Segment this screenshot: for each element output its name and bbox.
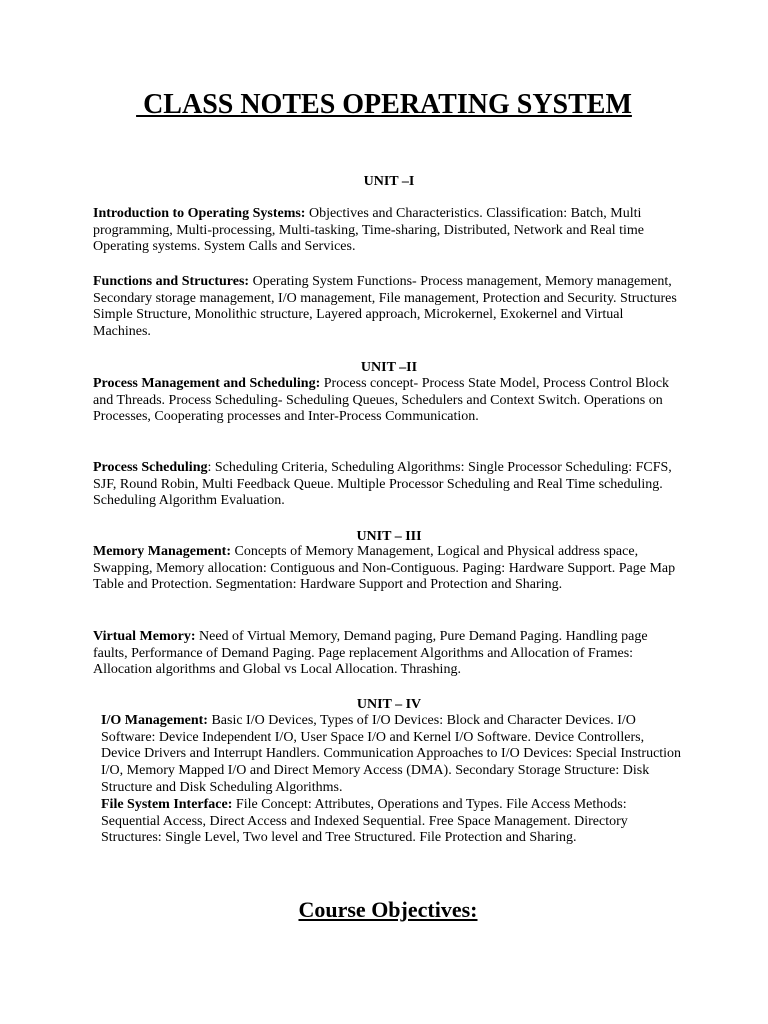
unit-2-heading: UNIT –II — [360, 360, 418, 375]
unit-1-section-2 — [93, 274, 683, 341]
section-label: Introduction to Operating Systems: — [93, 206, 306, 221]
unit-4-section-2 — [101, 797, 686, 847]
document-title: CLASS NOTES OPERATING SYSTEM — [136, 89, 632, 120]
unit-2-section-2 — [93, 460, 683, 510]
section-text: Basic I/O Devices, Types of I/O Devices: Block and Character Devices. I/O Software: Device Independent I/O, User Space I/O and Kernel I/O Software. Device Controllers, Device Drivers and Interrupt Handlers. Communication Approaches to I/O Devices: Special Instruction I/O, Memory Mapped I/O and Direct Memory Access (DMA). Secondary Storage Structure: Disk Structure and Disk Scheduling Algorithms. — [101, 713, 682, 795]
unit-1-section-1 — [93, 206, 683, 256]
section-label: File System Interface: — [101, 797, 233, 812]
section-text: Process concept- Process State Model, Process Control Block and Threads. Process Scheduling- Scheduling Queues, Schedulers and Context Switch. Operations on Processes, Cooperating processes and Inter-Process Communication. — [93, 376, 670, 425]
course-objectives-heading: Course Objectives: — [298, 897, 478, 922]
section-text: Operating System Functions- Process management, Memory management, Secondary storage management, I/O management, File management, Protection and Security. Structures Simple Structure, Monolithic structure, Layered approach, Microkernel, Exokernel and Virtual Machines. — [93, 274, 677, 340]
unit-4-heading: UNIT – IV — [356, 697, 422, 712]
section-label: Functions and Structures: — [93, 274, 250, 289]
unit-4-section-1 — [101, 713, 686, 797]
unit-3-heading: UNIT – III — [356, 529, 422, 544]
unit-1-heading: UNIT –I — [363, 174, 415, 189]
unit-3-section-1 — [93, 544, 683, 594]
section-text: : Scheduling Criteria, Scheduling Algorithms: Single Processor Scheduling: FCFS, SJF, Round Robin, Multi Feedback Queue. Multiple Processor Scheduling and Real Time scheduling. Scheduling Algorithm Evaluation. — [93, 460, 672, 509]
unit-3-section-2 — [93, 629, 683, 679]
section-label: I/O Management: — [101, 713, 208, 728]
section-label: Virtual Memory: — [93, 629, 196, 644]
section-text: File Concept: Attributes, Operations and Types. File Access Methods: Sequential Access, Direct Access and Indexed Sequential. Free Space Management. Directory Structures: Single Level, Two level and Tree Structured. File Protection and Sharing. — [101, 797, 628, 846]
section-label: Process Scheduling — [93, 460, 208, 475]
section-text: Need of Virtual Memory, Demand paging, Pure Demand Paging. Handling page faults, Performance of Demand Paging. Page replacement Algorithms and Allocation of Frames: Allocation algorithms and Global vs Local Allocation. Thrashing. — [93, 629, 648, 678]
section-label: Process Management and Scheduling: — [93, 376, 321, 391]
unit-2-section-1 — [93, 376, 683, 426]
section-text: Objectives and Characteristics. Classification: Batch, Multi programming, Multi-processing, Multi-tasking, Time-sharing, Distributed, Network and Real time Operating systems. System Calls and Services. — [93, 206, 644, 255]
section-text: Concepts of Memory Management, Logical and Physical address space, Swapping, Memory allocation: Contiguous and Non-Contiguous. Paging: Hardware Support. Page Map Table and Protection. Segmentation: Hardware Support and Protection and Sharing. — [93, 544, 676, 593]
section-label: Memory Management: — [93, 544, 232, 559]
